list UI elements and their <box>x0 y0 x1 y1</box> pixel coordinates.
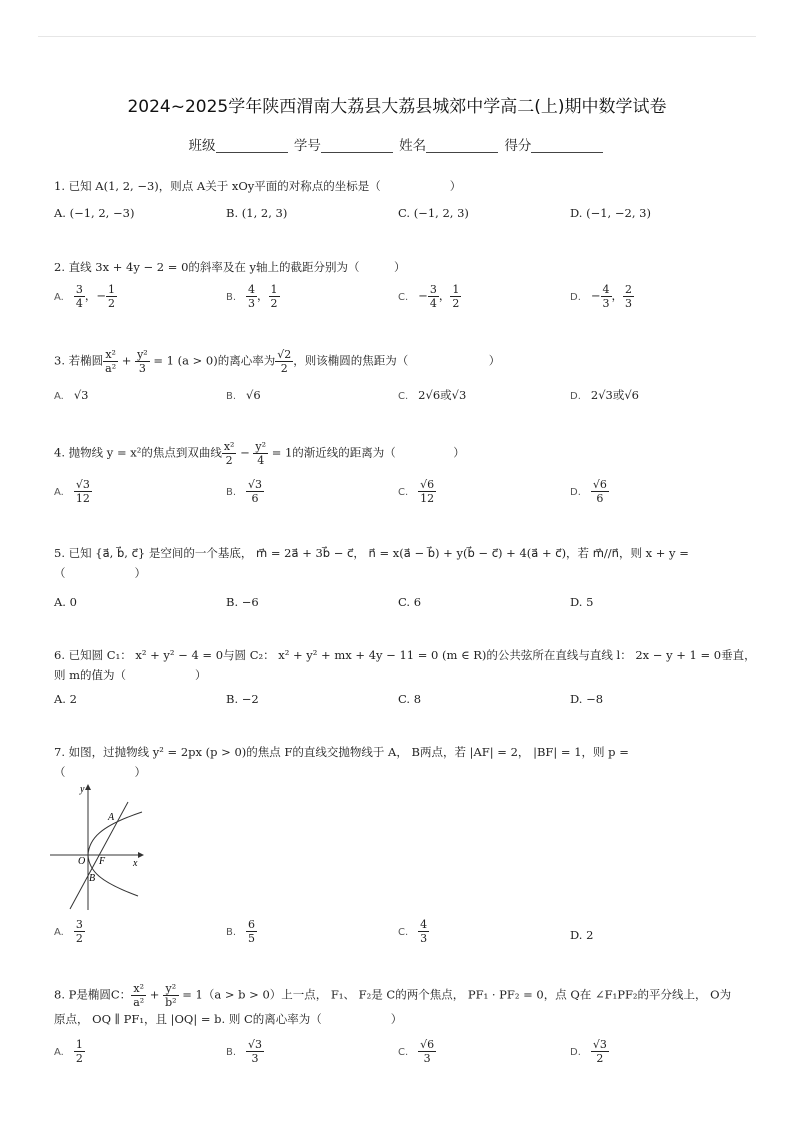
question-4: 4. 抛物线 y = x²的焦点到双曲线 $\frac{\text{x²}}{2}$ − $\frac{\text{y²}}{4}$ = 1的渐近线的距离为（ ） A. $\frac{√3}{12}$ B. $\frac{√3}{6}$ C. $\frac{√6}{12}$ D. $\frac{√6}{6}$ <box>54 440 607 505</box>
option-b[interactable]: B. −6 <box>226 595 259 609</box>
sign: − <box>418 288 428 303</box>
question-stem: 直线 3x + 4y − 2 = 0的斜率及在 y轴上的截距分别为（ ） <box>68 260 406 274</box>
option-c[interactable]: C. $\frac{4}{3}$ <box>398 918 428 945</box>
question-2 <box>54 257 754 310</box>
fraction: $\frac{4}{3}$ <box>420 918 428 945</box>
question-stem: 已知 A(1, 2, −3)，则点 A关于 xOy平面的对称点的坐标是（ ） <box>68 179 462 193</box>
option-a[interactable]: A. 0 <box>54 595 77 609</box>
question-stem-line2: 则 m的值为（ ） <box>54 668 207 682</box>
fraction: $\frac{1}{2}$ <box>452 283 460 310</box>
option-a[interactable]: A. 2 <box>54 692 77 706</box>
parabola-curve <box>88 812 142 896</box>
question-stem-line2: （ ） <box>54 566 146 580</box>
fraction: $\frac{6}{5}$ <box>248 918 256 945</box>
question-3: 3. 若椭圆 $\frac{\text{x²}}{\text{a²}}$ + $\frac{\text{y²}}{3}$ = 1 (a > 0)的离心率为 $\frac{√2}{2}$ ，则该椭圆的焦距为（ ） A. √3 B. √6 C. 2√6或√3 D. 2√3或√6 <box>54 348 754 375</box>
fraction: $\frac{2}{3}$ <box>625 283 633 310</box>
option-a[interactable]: A. $\frac{√3}{12}$ <box>54 478 90 505</box>
student-info-row <box>0 134 794 154</box>
option-a[interactable] <box>54 283 117 310</box>
question-stem: = 1的渐近线的距离为（ ） <box>271 445 465 460</box>
fraction: $\frac{√6}{12}$ <box>420 478 435 505</box>
option-c[interactable]: C. 6 <box>398 595 422 609</box>
question-stem-line2: 原点， OQ ∥ PF₁，且 |OQ| = b. 则 C的离心率为（ ） <box>54 1012 403 1026</box>
fraction: $\frac{√3}{3}$ <box>248 1038 263 1065</box>
option-d[interactable]: D. 5 <box>570 595 594 609</box>
question-number: 5. <box>54 546 65 560</box>
option-c[interactable] <box>398 283 461 310</box>
question-number: 4. <box>54 445 65 460</box>
x-axis-arrow <box>138 852 144 858</box>
question-number: 1. <box>54 179 65 193</box>
option-c[interactable]: C. 2√6或√3 <box>398 388 467 402</box>
question-5 <box>54 543 754 609</box>
option-a[interactable]: A. $\frac{3}{2}$ <box>54 918 83 945</box>
name-field[interactable] <box>426 138 498 153</box>
question-stem: 的离心率为 <box>217 353 276 368</box>
separator: ， <box>438 288 451 303</box>
question-6 <box>54 645 756 706</box>
label-f: F <box>99 856 106 867</box>
label-o: O <box>78 856 86 867</box>
sign: − <box>590 288 601 303</box>
label-x: x <box>133 858 138 869</box>
question-7 <box>54 742 754 945</box>
question-number: 6. <box>54 648 65 662</box>
question-stem: P是椭圆C： <box>68 987 132 1002</box>
question-stem-line2: （ ） <box>54 765 146 779</box>
question-number: 7. <box>54 745 65 759</box>
option-letter: B. <box>226 291 237 303</box>
top-divider <box>38 36 756 37</box>
question-number: 2. <box>54 260 65 274</box>
fraction: $\frac{3}{4}$ <box>429 283 437 310</box>
question-8: 8. P是椭圆C： $\frac{\text{x²}}{\text{a²}}$ + $\frac{\text{y²}}{\text{b²}}$ = 1（a > b > 0）上一点， F₁、 F₂是 C的两个焦点， PF₁ · PF₂ = 0，点 Q在 ∠F₁PF₂的平分线上， O为 原点， OQ ∥ PF₁，且 |OQ| = b. 则 C的离心率为（ ） A. $\frac{1}{2}$ B. $\frac{√3}{3}$ C. $\frac{√6}{3}$ D. $\frac{√3}{2}$ <box>54 982 754 1029</box>
fraction: $\frac{√2}{2}$ <box>277 348 292 375</box>
label-a: A <box>108 812 115 823</box>
separator: ， <box>257 288 269 303</box>
question-stem: 若椭圆 <box>68 353 104 368</box>
option-c[interactable]: C. 8 <box>398 692 422 706</box>
option-d[interactable]: D. 2 <box>570 928 594 942</box>
question-1 <box>54 176 754 220</box>
fraction: $\frac{√6}{3}$ <box>420 1038 435 1065</box>
option-a[interactable]: A. (−1, 2, −3) <box>54 206 135 220</box>
fraction: $\frac{√3}{6}$ <box>248 478 263 505</box>
option-c[interactable]: C. $\frac{√6}{3}$ <box>398 1038 435 1065</box>
student-id-field[interactable] <box>321 138 393 153</box>
fraction: $\frac{\text{y²}}{\text{b²}}$ <box>165 982 177 1009</box>
option-c[interactable]: C. (−1, 2, 3) <box>398 206 469 220</box>
question-number: 3. <box>54 353 65 368</box>
label-y: y <box>80 784 85 795</box>
question-stem: ，则该椭圆的焦距为（ ） <box>293 353 501 368</box>
option-d[interactable] <box>570 283 634 310</box>
fraction: $\frac{\text{x²}}{\text{a²}}$ <box>133 982 145 1009</box>
question-stem: 已知 {a⃗, b⃗, c⃗} 是空间的一个基底， m⃗ = 2a⃗ + 3b⃗ − c⃗， n⃗ = x(a⃗ − b⃗) + y(b⃗ − c⃗) + 4(a⃗ + c⃗)，若 m⃗//n⃗，则 x + y = <box>68 546 689 560</box>
fraction: $\frac{√3}{12}$ <box>75 478 90 505</box>
option-b[interactable]: B. −2 <box>226 692 259 706</box>
fraction: $\frac{1}{2}$ <box>75 1038 83 1065</box>
fraction: $\frac{1}{2}$ <box>107 283 115 310</box>
fraction: $\frac{√6}{6}$ <box>592 478 607 505</box>
fraction: $\frac{3}{2}$ <box>75 918 83 945</box>
option-c[interactable]: C. $\frac{√6}{12}$ <box>398 478 435 505</box>
option-a[interactable]: A. $\frac{1}{2}$ <box>54 1038 83 1065</box>
score-field[interactable] <box>531 138 603 153</box>
fraction: $\frac{3}{4}$ <box>75 283 83 310</box>
separator: ，− <box>84 288 106 303</box>
option-b[interactable] <box>226 283 280 310</box>
option-b[interactable]: B. $\frac{√3}{3}$ <box>226 1038 263 1065</box>
y-axis-arrow <box>85 784 91 790</box>
equation-rhs: = 1 (a > 0) <box>153 353 218 368</box>
question-stem: 如图，过抛物线 y² = 2px (p > 0)的焦点 F的直线交抛物线于 A， B两点，若 |AF| = 2， |BF| = 1，则 p = <box>68 745 629 759</box>
question-stem: = 1（a > b > 0）上一点， F₁、 F₂是 C的两个焦点， PF₁ · PF₂ = 0，点 Q在 ∠F₁PF₂的平分线上， O为 <box>182 987 732 1002</box>
separator: ， <box>611 288 624 303</box>
student-id-label: 学号 <box>293 138 321 154</box>
question-stem: 抛物线 y = x²的焦点到双曲线 <box>68 445 222 460</box>
option-letter: D. <box>570 291 581 303</box>
fraction: $\frac{\text{y²}}{3}$ <box>137 348 148 375</box>
option-d[interactable]: D. 2√3或√6 <box>570 388 639 402</box>
parabola-figure <box>50 784 160 914</box>
option-a[interactable]: A. √3 <box>54 388 89 402</box>
option-d[interactable]: D. $\frac{√6}{6}$ <box>570 478 607 505</box>
option-letter: A. <box>54 291 64 303</box>
option-b[interactable]: B. $\frac{6}{5}$ <box>226 918 256 945</box>
option-d[interactable]: D. (−1, −2, 3) <box>570 206 651 220</box>
option-b[interactable]: B. √6 <box>226 388 261 402</box>
class-field[interactable] <box>216 138 288 153</box>
page-title: 2024~2025学年陕西渭南大荔县大荔县城郊中学高二(上)期中数学试卷 <box>127 97 667 117</box>
fraction: $\frac{\text{x²}}{\text{a²}}$ <box>105 348 117 375</box>
name-label: 姓名 <box>399 138 427 154</box>
class-label: 班级 <box>188 138 216 154</box>
label-b: B <box>89 873 96 884</box>
option-letter: C. <box>398 291 409 303</box>
fraction: $\frac{√3}{2}$ <box>592 1038 607 1065</box>
question-stem: 已知圆 C₁： x² + y² − 4 = 0与圆 C₂： x² + y² + mx + 4y − 11 = 0 (m ∈ R)的公共弦所在直线与直线 l： 2x − y + 1 = 0垂直， <box>68 648 756 662</box>
option-b[interactable]: B. $\frac{√3}{6}$ <box>226 478 263 505</box>
question-number: 8. <box>54 987 65 1002</box>
fraction: $\frac{1}{2}$ <box>270 283 278 310</box>
fraction: $\frac{\text{x²}}{2}$ <box>223 440 235 467</box>
option-d[interactable]: D. −8 <box>570 692 604 706</box>
fraction: $\frac{4}{3}$ <box>602 283 610 310</box>
fraction: $\frac{4}{3}$ <box>248 283 256 310</box>
fraction: $\frac{\text{y²}}{4}$ <box>255 440 267 467</box>
option-d[interactable]: D. $\frac{√3}{2}$ <box>570 1038 607 1065</box>
option-b[interactable]: B. (1, 2, 3) <box>226 206 288 220</box>
score-label: 得分 <box>504 138 532 154</box>
